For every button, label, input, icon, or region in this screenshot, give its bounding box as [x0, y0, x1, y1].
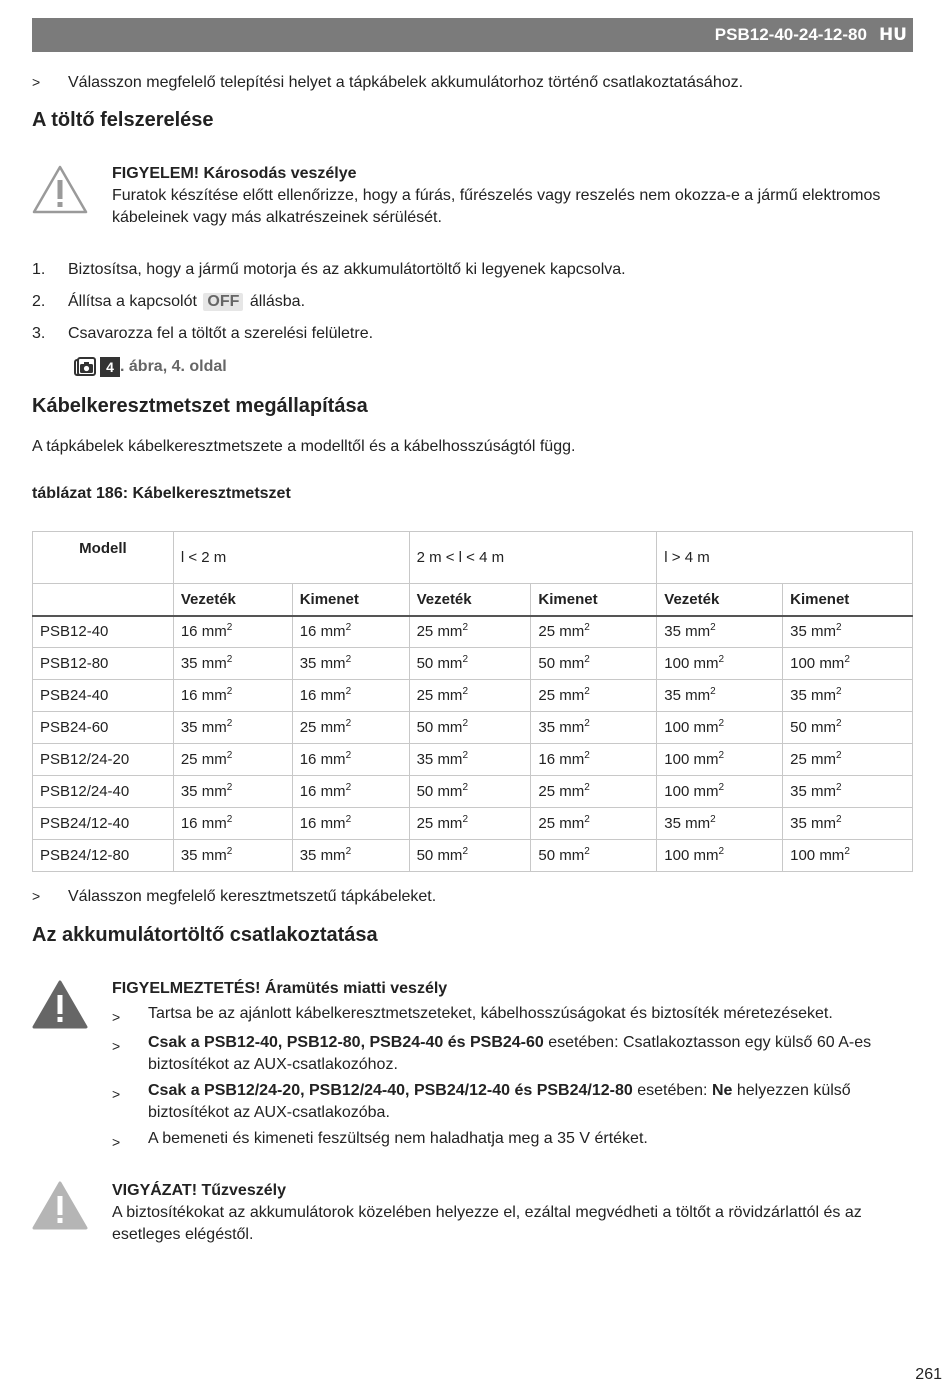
mounting-steps [32, 254, 626, 350]
value-cell: 16 $mm^2$ [292, 776, 409, 808]
table-subheader-row [33, 584, 913, 616]
sub-header: Vezeték [657, 584, 783, 616]
caution-title: VIGYÁZAT! Tűzveszély [112, 1182, 286, 1199]
table-row [33, 616, 913, 648]
value-cell: 35 $mm^2$ [783, 616, 913, 648]
camera-icon [74, 356, 96, 378]
value-cell: 50 $mm^2$ [409, 840, 531, 872]
step-3: 3. Csavarozza fel a töltőt a szerelési felületre. [32, 325, 374, 342]
warning-triangle-outline-icon [31, 164, 89, 216]
chevron-right-icon: > [112, 1038, 121, 1054]
value-cell: 25 $mm^2$ [531, 808, 657, 840]
table-row [33, 680, 913, 712]
model-cell: PSB24/12-40 [33, 808, 174, 840]
page-number: 261 [915, 1366, 942, 1383]
chevron-right-icon: > [112, 1086, 121, 1102]
model-cell: PSB12/24-20 [33, 744, 174, 776]
model-cell: PSB24-40 [33, 680, 174, 712]
sub-header: Vezeték [173, 584, 292, 616]
notice-title: FIGYELEM! Károsodás veszélye [112, 165, 357, 182]
model-cell: PSB24-60 [33, 712, 174, 744]
model-cell: PSB24/12-80 [33, 840, 174, 872]
value-cell: 25 $mm^2$ [531, 616, 657, 648]
value-cell: 50 $mm^2$ [409, 648, 531, 680]
chevron-right-icon: > [112, 1134, 121, 1150]
value-cell: 35 $mm^2$ [783, 808, 913, 840]
value-cell: 100 $mm^2$ [657, 712, 783, 744]
value-cell: 50 $mm^2$ [531, 840, 657, 872]
value-cell: 25 $mm^2$ [409, 808, 531, 840]
value-cell: 35 $mm^2$ [292, 840, 409, 872]
notice-text: Furatok készítése előtt ellenőrizze, hogy a fúrás, fűrészelés vagy reszelés nem okozza-e a jármű elektromos kábeleinek vagy más alkatrészeinek sérülését. [112, 187, 881, 226]
warning-block [112, 978, 912, 1157]
cable-cross-section-table [32, 531, 913, 872]
caution-block [112, 1180, 912, 1246]
notice-block [112, 163, 912, 229]
empty-header-cell [33, 584, 174, 616]
off-switch-label: OFF [203, 293, 243, 311]
value-cell: 25 $mm^2$ [173, 744, 292, 776]
model-header: Modell [33, 532, 174, 584]
value-cell: 100 $mm^2$ [657, 840, 783, 872]
intro-bullet: > Válasszon megfelelő telepítési helyet a tápkábelek akkumulátorhoz történő csatlakoztatásához. [32, 72, 743, 94]
group-header: 2 m < l < 4 m [409, 532, 657, 584]
value-cell: 25 $mm^2$ [409, 680, 531, 712]
warning-title: FIGYELMEZTETÉS! Áramütés miatti veszély [112, 980, 448, 997]
value-cell: 35 $mm^2$ [783, 776, 913, 808]
page-header [32, 18, 913, 52]
table-row [33, 648, 913, 680]
table-caption: táblázat 186: Kábelkeresztmetszet [32, 485, 291, 502]
value-cell: 25 $mm^2$ [783, 744, 913, 776]
sub-header: Kimenet [531, 584, 657, 616]
table-row [33, 840, 913, 872]
warning-list [112, 1003, 912, 1153]
value-cell: 100 $mm^2$ [657, 648, 783, 680]
figure-ref-text: . ábra, 4. oldal [120, 358, 227, 375]
value-cell: 35 $mm^2$ [173, 648, 292, 680]
value-cell: 16 $mm^2$ [292, 808, 409, 840]
value-cell: 16 $mm^2$ [531, 744, 657, 776]
value-cell: 16 $mm^2$ [173, 616, 292, 648]
cross-section-text: A tápkábelek kábelkeresztmetszete a modelltől és a kábelhosszúságtól függ. [32, 438, 576, 455]
header-lang: HU [878, 25, 907, 45]
warning-item: > Csak a PSB12-40, PSB12-80, PSB24-40 és PSB24-60 esetében: Csatlakoztasson egy külső 60 A-es biztosítékot az AUX-csatlakozóhoz. [112, 1032, 912, 1076]
value-cell: 50 $mm^2$ [531, 648, 657, 680]
table-header-row [33, 532, 913, 584]
value-cell: 35 $mm^2$ [657, 616, 783, 648]
value-cell: 16 $mm^2$ [173, 808, 292, 840]
sub-header: Kimenet [783, 584, 913, 616]
chevron-right-icon: > [32, 888, 41, 904]
value-cell: 25 $mm^2$ [292, 712, 409, 744]
value-cell: 16 $mm^2$ [292, 744, 409, 776]
warning-item: > Tartsa be az ajánlott kábelkeresztmetszeteket, kábelhosszúságokat és biztosíték méretezéseket. [112, 1003, 912, 1028]
group-header: l < 2 m [173, 532, 409, 584]
chevron-right-icon: > [112, 1009, 121, 1025]
value-cell: 25 $mm^2$ [409, 616, 531, 648]
value-cell: 100 $mm^2$ [657, 744, 783, 776]
figure-number: 4 [100, 357, 120, 377]
value-cell: 25 $mm^2$ [531, 680, 657, 712]
value-cell: 35 $mm^2$ [783, 680, 913, 712]
value-cell: 100 $mm^2$ [657, 776, 783, 808]
value-cell: 35 $mm^2$ [173, 712, 292, 744]
value-cell: 35 $mm^2$ [292, 648, 409, 680]
caution-text: A biztosítékokat az akkumulátorok közelében helyezze el, ezáltal megvédheti a töltőt a rövidzárlattól és az esetleges elégéstől. [112, 1204, 862, 1243]
model-cell: PSB12-40 [33, 616, 174, 648]
value-cell: 50 $mm^2$ [409, 712, 531, 744]
select-cable-bullet: > Válasszon megfelelő keresztmetszetű tápkábeleket. [32, 886, 436, 908]
value-cell: 35 $mm^2$ [657, 808, 783, 840]
value-cell: 50 $mm^2$ [783, 712, 913, 744]
value-cell: 35 $mm^2$ [173, 776, 292, 808]
value-cell: 50 $mm^2$ [409, 776, 531, 808]
value-cell: 25 $mm^2$ [531, 776, 657, 808]
warning-triangle-dark-icon [31, 979, 89, 1031]
header-model: PSB12-40-24-12-80 [714, 25, 867, 44]
sub-header: Kimenet [292, 584, 409, 616]
section-title-cross-section: Kábelkeresztmetszet megállapítása [32, 395, 368, 417]
value-cell: 35 $mm^2$ [657, 680, 783, 712]
section-title-connecting: Az akkumulátortöltő csatlakoztatása [32, 924, 378, 946]
table-row [33, 776, 913, 808]
table-row [33, 808, 913, 840]
model-cell: PSB12-80 [33, 648, 174, 680]
warning-item: > Csak a PSB12/24-20, PSB12/24-40, PSB24/12-40 és PSB24/12-80 esetében: Ne helyezzen külső biztosítékot az AUX-csatlakozóba. [112, 1080, 912, 1124]
value-cell: 16 $mm^2$ [173, 680, 292, 712]
warning-triangle-light-icon [31, 1180, 89, 1232]
value-cell: 100 $mm^2$ [783, 648, 913, 680]
value-cell: 35 $mm^2$ [173, 840, 292, 872]
section-title-mounting: A töltő felszerelése [32, 109, 214, 131]
sub-header: Vezeték [409, 584, 531, 616]
value-cell: 16 $mm^2$ [292, 680, 409, 712]
value-cell: 35 $mm^2$ [409, 744, 531, 776]
step-1: 1. Biztosítsa, hogy a jármű motorja és az akkumulátortöltő ki legyenek kapcsolva. [32, 261, 626, 278]
value-cell: 35 $mm^2$ [531, 712, 657, 744]
chevron-right-icon: > [32, 74, 41, 90]
figure-reference[interactable] [74, 356, 227, 378]
model-cell: PSB12/24-40 [33, 776, 174, 808]
step-2: 2. Állítsa a kapcsolót OFF állásba. [32, 293, 306, 310]
group-header: l > 4 m [657, 532, 913, 584]
value-cell: 16 $mm^2$ [292, 616, 409, 648]
table-row [33, 744, 913, 776]
value-cell: 100 $mm^2$ [783, 840, 913, 872]
table-row [33, 712, 913, 744]
warning-item: > A bemeneti és kimeneti feszültség nem haladhatja meg a 35 V értéket. [112, 1128, 912, 1153]
